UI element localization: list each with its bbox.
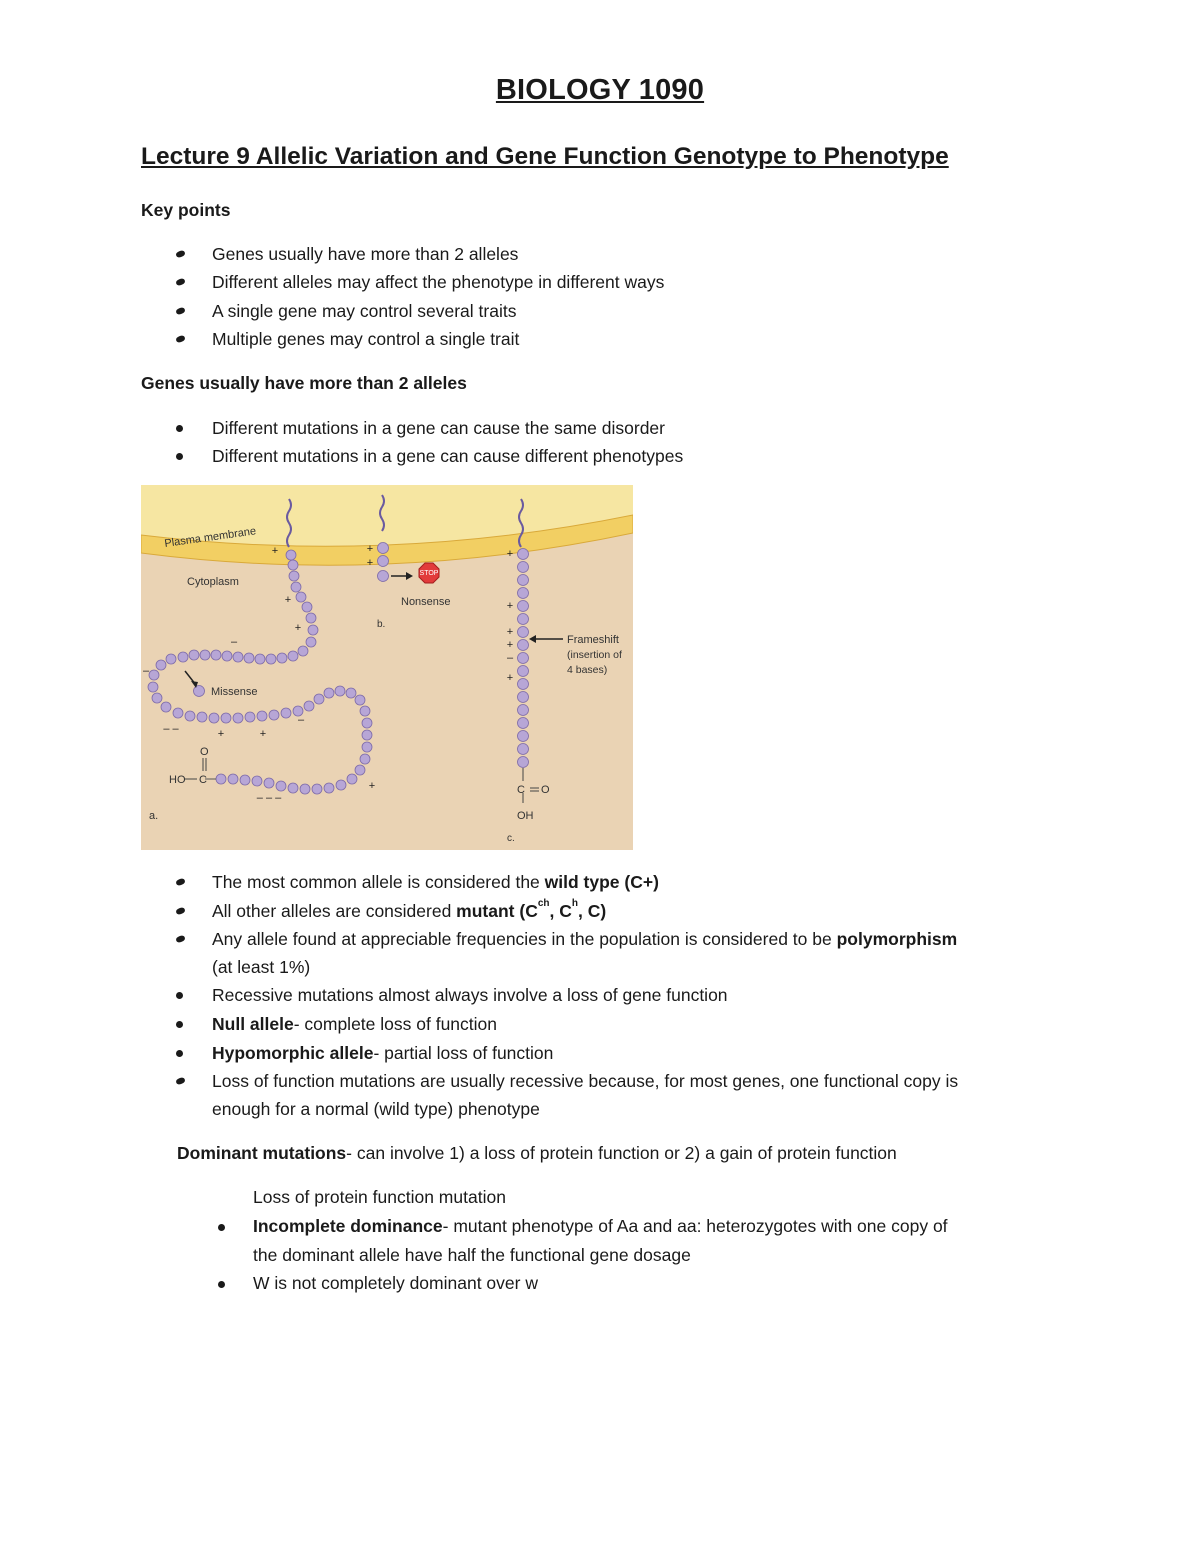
key-point-item: Multiple genes may control a single trait xyxy=(212,329,520,349)
charge-plus: + xyxy=(366,543,374,555)
wild-type-item xyxy=(212,872,659,893)
frameshift-detail: 4 bases) xyxy=(567,664,608,676)
charge-plus: + xyxy=(284,594,292,606)
carboxyl-o: O xyxy=(200,746,209,758)
frameshift-label: Frameshift xyxy=(567,634,619,646)
charge-plus: + xyxy=(294,622,302,634)
text-span: - partial loss of function xyxy=(373,1043,554,1063)
hypomorphic-term: Hypomorphic allele xyxy=(212,1043,374,1063)
charge-plus: + xyxy=(506,639,514,651)
dominant-mutations-line xyxy=(177,1143,897,1164)
loss-protein-subheading: Loss of protein function mutation xyxy=(253,1187,506,1207)
charge-minus: – – – xyxy=(256,792,282,804)
charge-plus: + xyxy=(506,548,514,560)
carboxyl-oh: OH xyxy=(517,810,534,822)
loss-of-function-item: Loss of function mutations are usually recessive because, for most genes, one functional copy is xyxy=(212,1071,959,1091)
bullet-icon xyxy=(175,907,186,916)
hypomorphic-item xyxy=(212,1043,553,1064)
mutation-types-figure xyxy=(141,485,633,850)
key-point-item: Genes usually have more than 2 alleles xyxy=(212,244,519,264)
superscript: ch xyxy=(537,898,550,909)
charge-plus: + xyxy=(217,728,225,740)
recessive-item: Recessive mutations almost always involve a loss of gene function xyxy=(212,985,728,1005)
carboxyl-c-c: C xyxy=(517,784,525,796)
bullet-icon xyxy=(176,1021,183,1028)
bullet-icon xyxy=(175,278,186,287)
incomplete-dominance-term: Incomplete dominance xyxy=(253,1216,443,1236)
panel-c-label: c. xyxy=(507,833,515,844)
charge-minus: – xyxy=(230,636,238,648)
membrane-label: Plasma membrane xyxy=(163,525,257,550)
text-span: , C xyxy=(549,901,572,921)
polymorphism-term: polymorphism xyxy=(836,929,958,949)
charge-plus: + xyxy=(368,780,376,792)
bullet-icon xyxy=(176,1050,183,1057)
charge-plus: + xyxy=(506,600,514,612)
bullet-icon xyxy=(176,453,183,460)
polymorphism-item xyxy=(212,929,957,950)
superscript: h xyxy=(571,898,578,909)
loss-of-function-item-cont: enough for a normal (wild type) phenotype xyxy=(212,1099,540,1119)
key-points-heading: Key points xyxy=(141,200,231,220)
text-span: - complete loss of function xyxy=(293,1014,497,1034)
carboxyl-ho: HO xyxy=(169,774,186,786)
charge-plus: + xyxy=(259,728,267,740)
bullet-icon xyxy=(176,425,183,432)
charge-plus: + xyxy=(366,557,374,569)
charge-minus: – xyxy=(506,652,514,664)
charge-minus: – – xyxy=(163,723,179,735)
w-dominance-item: W is not completely dominant over w xyxy=(253,1273,538,1293)
dominant-term: Dominant mutations xyxy=(177,1143,347,1163)
text-span: All other alleles are considered xyxy=(212,901,457,921)
text-span: Any allele found at appreciable frequencies in the population is considered to be xyxy=(212,929,837,949)
mutant-term xyxy=(456,898,607,921)
incomplete-dominance-item xyxy=(253,1216,948,1237)
cytoplasm-label: Cytoplasm xyxy=(187,576,239,588)
key-point-item: A single gene may control several traits xyxy=(212,301,517,321)
text-span: mutant (C xyxy=(456,901,538,921)
mutant-item xyxy=(212,898,607,922)
missense-label: Missense xyxy=(211,686,258,698)
charge-plus: + xyxy=(271,545,279,557)
bullet-icon xyxy=(175,935,186,944)
polymorphism-item-cont: (at least 1%) xyxy=(212,957,311,977)
panel-b-label: b. xyxy=(377,619,386,630)
incomplete-dominance-item-cont: the dominant allele have half the functional gene dosage xyxy=(253,1245,691,1265)
nonsense-label: Nonsense xyxy=(401,596,451,608)
bullet-icon xyxy=(218,1224,225,1231)
charge-minus: – xyxy=(142,665,150,677)
carboxyl-o-c: O xyxy=(541,784,550,796)
panel-a-label: a. xyxy=(149,810,159,822)
null-allele-term: Null allele xyxy=(212,1014,294,1034)
text-span: , C) xyxy=(577,901,607,921)
text-span: The most common allele is considered the xyxy=(212,872,545,892)
bullet-icon xyxy=(218,1281,225,1288)
alleles-item: Different mutations in a gene can cause the same disorder xyxy=(212,418,665,438)
wild-type-term: wild type (C+) xyxy=(544,872,659,892)
bullet-icon xyxy=(175,335,186,344)
charge-plus: + xyxy=(506,626,514,638)
alleles-item: Different mutations in a gene can cause different phenotypes xyxy=(212,446,684,466)
alleles-heading: Genes usually have more than 2 alleles xyxy=(141,373,467,393)
bullet-icon xyxy=(175,1077,186,1086)
lecture-title: Lecture 9 Allelic Variation and Gene Function Genotype to Phenotype xyxy=(141,143,949,170)
bullet-icon xyxy=(175,307,186,316)
bullet-icon xyxy=(176,992,183,999)
document-title: BIOLOGY 1090 xyxy=(495,74,705,106)
text-span: - mutant phenotype of Aa and aa: heterozygotes with one copy of xyxy=(442,1216,948,1236)
charge-plus: + xyxy=(506,672,514,684)
charge-minus: – xyxy=(297,714,305,726)
bullet-icon xyxy=(175,878,186,887)
carboxyl-c: C xyxy=(199,774,207,786)
null-allele-item xyxy=(212,1014,497,1035)
stop-sign-label: STOP xyxy=(419,570,439,577)
text-span: - can involve 1) a loss of protein function or 2) a gain of protein function xyxy=(346,1143,897,1163)
frameshift-detail: (insertion of xyxy=(567,649,622,661)
key-point-item: Different alleles may affect the phenotype in different ways xyxy=(212,272,665,292)
bullet-icon xyxy=(175,250,186,259)
